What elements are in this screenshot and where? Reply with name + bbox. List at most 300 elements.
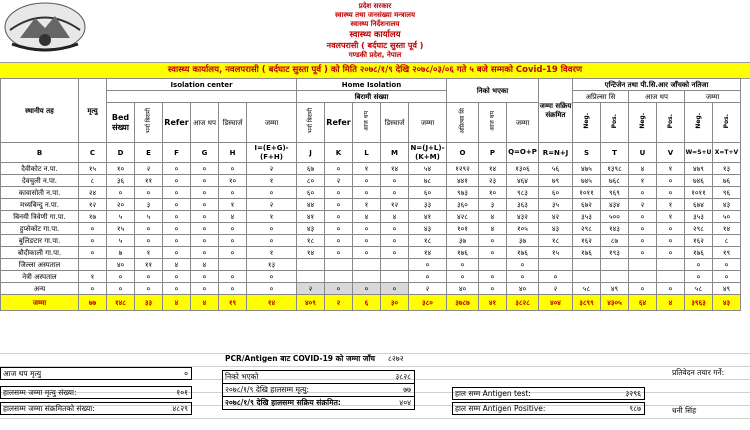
row-cell-w: १०११ (685, 187, 713, 199)
row-cell-s (573, 271, 601, 283)
row-cell-l: ० (353, 283, 381, 295)
row-cell-f: ० (163, 211, 191, 223)
row-cell-m: ० (381, 247, 409, 259)
row-cell-e: १ (135, 247, 163, 259)
row-cell-w: ५८ (685, 283, 713, 295)
row-cell-d: १० (107, 163, 135, 175)
row-cell-p (479, 259, 507, 271)
row-cell-h (219, 259, 247, 271)
row-cell-t: १९३ (601, 247, 629, 259)
letter-cell: V (657, 143, 685, 163)
row-cell-q: ३७ (507, 235, 539, 247)
ic-today-header: आज थप (191, 103, 219, 143)
row-cell-h: १० (219, 175, 247, 187)
row-cell-e: ० (135, 283, 163, 295)
row-cell-t: ९६९ (601, 187, 629, 199)
total-infected-box (0, 402, 192, 415)
row-cell-k: ० (325, 235, 353, 247)
row-cell-s: १०११ (573, 187, 601, 199)
row-cell-s: ४७५ (573, 163, 601, 175)
row-cell-s: ६७२ (573, 199, 601, 211)
table-row (1, 199, 741, 211)
total-cell-m: ३० (381, 295, 409, 311)
row-cell-x: ७६ (713, 175, 741, 187)
row-cell-n: १४ (409, 247, 447, 259)
total-cell-e: ३३ (135, 295, 163, 311)
antigen-test-box (452, 387, 645, 400)
ic-refer-header: Refer (163, 103, 191, 143)
row-cell-m: ० (381, 187, 409, 199)
row-cell-n: ६० (409, 187, 447, 199)
row-cell-u: ० (629, 283, 657, 295)
ic-discharge-header: डिस्चार्ज (219, 103, 247, 143)
row-cell-f: ० (163, 271, 191, 283)
today-death-value: ० (184, 369, 188, 378)
row-cell-d: ० (107, 187, 135, 199)
row-cell-h: ० (219, 271, 247, 283)
row-cell-h: ० (219, 187, 247, 199)
row-cell-m: ० (381, 235, 409, 247)
row-cell-k: २ (325, 175, 353, 187)
row-cell-g: ० (191, 163, 219, 175)
row-cell-g: ० (191, 211, 219, 223)
row-cell-k: ० (325, 223, 353, 235)
row-cell-d: १५ (107, 223, 135, 235)
row-cell-i: १ (247, 247, 297, 259)
letter-cell: N=(J+L)-(K+M) (409, 143, 447, 163)
header-line-3: स्वास्थ्य निर्देशनालय (350, 20, 400, 28)
neg-header-3: Neg. (685, 103, 713, 143)
row-cell-l (353, 271, 381, 283)
total-infected-value: ४८२९ (172, 404, 188, 413)
row-cell-k: ० (325, 199, 353, 211)
report-banner: स्वास्थ्य कार्यालय, नवलपरासी ( बर्दघाट सुस्ता पूर्व ) को मिति २०७८/१/९ देखि २०७८/०३/०६ गते ५ बजे सम्मको Covid-19 विवरण (0, 62, 750, 79)
covid-table (0, 78, 741, 311)
letter-cell: X=T+V (713, 143, 741, 163)
row-cell-r: ७९ (539, 175, 573, 187)
row-cell-v: ० (657, 223, 685, 235)
total-cell-k: २ (325, 295, 353, 311)
row-cell-f: ० (163, 235, 191, 247)
row-cell-p: ४ (479, 211, 507, 223)
bed-header: Bed संख्या (107, 103, 135, 143)
death-since-box (222, 383, 415, 396)
row-cell-v: ० (657, 283, 685, 295)
row-place-name: हुप्सेकोट गा.पा. (1, 223, 79, 235)
row-cell-l: ० (353, 247, 381, 259)
row-cell-t: ४९ (601, 283, 629, 295)
row-cell-l: ४ (353, 211, 381, 223)
row-cell-d: ० (107, 283, 135, 295)
row-cell-c: १५ (79, 163, 107, 175)
row-cell-j: २ (297, 283, 325, 295)
today-death-label: आज थप मृत्यु (3, 369, 42, 378)
row-cell-f: ० (163, 283, 191, 295)
pos-header-2: Pos. (657, 103, 685, 143)
row-cell-x: १३ (713, 163, 741, 175)
row-cell-s: २९८ (573, 223, 601, 235)
row-cell-h: ४ (219, 211, 247, 223)
row-cell-l: ० (353, 175, 381, 187)
row-cell-j: ६७ (297, 163, 325, 175)
row-cell-j (297, 271, 325, 283)
header-line-2: स्वास्थ्य तथा जनसंख्या मन्त्रालय (334, 11, 416, 19)
total-row (1, 295, 741, 311)
letter-cell: O (447, 143, 479, 163)
row-cell-i: १ (247, 175, 297, 187)
row-cell-m (381, 259, 409, 271)
row-cell-m: १४ (381, 163, 409, 175)
row-cell-m: १२ (381, 199, 409, 211)
row-cell-v: ० (657, 187, 685, 199)
letter-cell: G (191, 143, 219, 163)
row-cell-o: ४४१ (447, 175, 479, 187)
letter-cell: H (219, 143, 247, 163)
row-cell-p: ० (479, 283, 507, 295)
row-cell-g: ० (191, 271, 219, 283)
pos-header-3: Pos. (713, 103, 741, 143)
row-cell-i: २ (247, 199, 297, 211)
row-cell-c: २४ (79, 187, 107, 199)
row-cell-h: ० (219, 223, 247, 235)
row-cell-q: ३६३ (507, 199, 539, 211)
hi-refer-header: Refer (325, 103, 353, 143)
total-cell-x: ४३ (713, 295, 741, 311)
total-infected-label: हालसम्म जम्मा संक्रमितको संख्या: (3, 404, 95, 413)
row-cell-c: ८ (79, 175, 107, 187)
row-cell-p: ४ (479, 223, 507, 235)
row-cell-t: ८७ (601, 235, 629, 247)
total-cell-w: ३९६३ (685, 295, 713, 311)
row-cell-r: ६० (539, 187, 573, 199)
letter-row (1, 143, 741, 163)
row-cell-q: ४६४ (507, 175, 539, 187)
total-death-label: हालसम्म जम्मा मृत्यु संख्या: (3, 388, 77, 397)
row-cell-x: १९ (713, 247, 741, 259)
row-cell-p: २३ (479, 175, 507, 187)
row-cell-v: १ (657, 163, 685, 175)
row-cell-d: २० (107, 199, 135, 211)
rec-total-header: जम्मा (507, 103, 539, 143)
letter-cell: L (353, 143, 381, 163)
row-cell-v: १ (657, 211, 685, 223)
total-cell-r: ४०४ (539, 295, 573, 311)
row-cell-e: ११ (135, 175, 163, 187)
letter-cell: K (325, 143, 353, 163)
row-cell-k: ० (325, 187, 353, 199)
row-cell-v: ० (657, 175, 685, 187)
row-cell-l: १ (353, 163, 381, 175)
total-cell-j: ४०९ (297, 295, 325, 311)
ic-total-header: जम्मा (247, 103, 297, 143)
ic-admitted-header: भर्ना बिरामी (135, 103, 163, 143)
row-cell-x: ४९ (713, 283, 741, 295)
row-cell-x: १४ (713, 223, 741, 235)
row-cell-w: ० (685, 271, 713, 283)
row-cell-u: ० (629, 247, 657, 259)
row-cell-l: ० (353, 235, 381, 247)
death-since-value: ७७ (403, 385, 411, 394)
row-cell-n: ७८ (409, 175, 447, 187)
row-cell-f: ० (163, 223, 191, 235)
row-cell-t (601, 271, 629, 283)
row-cell-s: ७४५ (573, 175, 601, 187)
row-cell-d: ५ (107, 211, 135, 223)
total-row-label: जम्मा (1, 295, 79, 311)
row-cell-i: ० (247, 187, 297, 199)
row-cell-l: ० (353, 187, 381, 199)
row-cell-n: २ (409, 283, 447, 295)
total-cell-o: ३७८७ (447, 295, 479, 311)
row-cell-r: ४२ (539, 211, 573, 223)
antigen-total-header: जम्मा (685, 91, 741, 103)
header-line-4: स्वास्थ्य कार्यालय (349, 30, 401, 40)
antigen-test-value: ३२९६ (625, 389, 641, 398)
row-cell-i: १ (247, 211, 297, 223)
row-cell-i: २ (247, 163, 297, 175)
row-cell-u: ० (629, 223, 657, 235)
hi-total-header: जम्मा (409, 103, 447, 143)
row-cell-v (657, 271, 685, 283)
row-cell-d: ७ (107, 247, 135, 259)
row-cell-n: १८ (409, 235, 447, 247)
total-cell-p: ४१ (479, 295, 507, 311)
row-cell-s: ३५३ (573, 211, 601, 223)
row-cell-r: ३५ (539, 199, 573, 211)
total-cell-i: १४ (247, 295, 297, 311)
row-cell-i: ० (247, 235, 297, 247)
rec-april-header: अप्रिल्सा सि (447, 103, 479, 143)
row-cell-j: ४१ (297, 211, 325, 223)
row-cell-u: ० (629, 211, 657, 223)
row-cell-o: ४२८ (447, 211, 479, 223)
row-cell-n: ४३ (409, 223, 447, 235)
row-place-name: कावासोती न.पा. (1, 187, 79, 199)
row-cell-q: ० (507, 271, 539, 283)
row-cell-i: ० (247, 223, 297, 235)
birami-header: बिरामी संख्या (297, 91, 447, 103)
row-cell-j: ४४ (297, 199, 325, 211)
rec-today-header: आज थप (479, 103, 507, 143)
total-cell-c: ७७ (79, 295, 107, 311)
letter-cell: J (297, 143, 325, 163)
recovered-header: निको भएका (447, 79, 539, 103)
row-cell-h: ० (219, 283, 247, 295)
row-cell-h: १ (219, 199, 247, 211)
row-cell-t: १४३ (601, 223, 629, 235)
prepared-by-label: प्रतिवेदन तयार गर्ने: (672, 368, 725, 377)
row-cell-p: १० (479, 187, 507, 199)
row-cell-c: ० (79, 223, 107, 235)
row-cell-w: ७४६ (685, 175, 713, 187)
row-cell-l: १ (353, 199, 381, 211)
row-cell-m: ० (381, 175, 409, 187)
row-cell-v: ० (657, 235, 685, 247)
total-cell-l: ६ (353, 295, 381, 311)
row-cell-w: ३५३ (685, 211, 713, 223)
row-cell-g: ० (191, 283, 219, 295)
antigen-pos-box (452, 402, 645, 415)
row-cell-j (297, 259, 325, 271)
table-row (1, 223, 741, 235)
letter-cell: C (79, 143, 107, 163)
row-cell-o: ९७३ (447, 187, 479, 199)
table-row (1, 175, 741, 187)
row-cell-g: ४ (191, 259, 219, 271)
row-cell-q: १७६ (507, 247, 539, 259)
pcr-value: ८२७२ (388, 354, 404, 363)
row-place-name: अन्य (1, 283, 79, 295)
row-cell-s: ५८ (573, 283, 601, 295)
row-cell-x: ८ (713, 235, 741, 247)
total-cell-h: १९ (219, 295, 247, 311)
letter-cell: E (135, 143, 163, 163)
today-death-box (0, 367, 192, 380)
antigen-test-label: हाल सम्म Antigen test: (455, 389, 531, 398)
row-cell-o: ० (447, 271, 479, 283)
row-cell-q: १०५ (507, 223, 539, 235)
row-cell-u: ४ (629, 163, 657, 175)
row-cell-j: ४३ (297, 223, 325, 235)
row-cell-k: ० (325, 163, 353, 175)
row-cell-n: ० (409, 259, 447, 271)
row-cell-h: ० (219, 247, 247, 259)
row-cell-r: ० (539, 271, 573, 283)
row-cell-e: ११ (135, 259, 163, 271)
row-cell-j: १८ (297, 235, 325, 247)
isolation-blank (107, 91, 297, 103)
table-row (1, 163, 741, 175)
row-cell-f: ० (163, 247, 191, 259)
row-cell-p: ० (479, 235, 507, 247)
row-cell-u (629, 259, 657, 271)
aprilsamma-header: अप्रिल्सा सि (573, 91, 629, 103)
row-cell-r: २ (539, 283, 573, 295)
row-cell-d: ३६ (107, 175, 135, 187)
row-cell-e: ० (135, 235, 163, 247)
row-cell-c (79, 259, 107, 271)
active-since-box (222, 396, 415, 410)
row-cell-g: ० (191, 247, 219, 259)
row-cell-l: ० (353, 223, 381, 235)
row-cell-n: ५४ (409, 163, 447, 175)
row-cell-i: १३ (247, 259, 297, 271)
row-cell-o: ३६० (447, 199, 479, 211)
row-cell-t: ४३४ (601, 199, 629, 211)
row-cell-q: ९८३ (507, 187, 539, 199)
active-since-value: ४०४ (399, 398, 411, 407)
row-cell-u: ० (629, 235, 657, 247)
letter-cell: T (601, 143, 629, 163)
row-cell-k (325, 259, 353, 271)
row-cell-h: ० (219, 163, 247, 175)
row-place-name: देवचुली न.पा. (1, 175, 79, 187)
row-place-name: बुलिङटार गा.पा. (1, 235, 79, 247)
neg-header-2: Neg. (629, 103, 657, 143)
table-row (1, 247, 741, 259)
row-cell-n: ४१ (409, 211, 447, 223)
death-since-label: २०७८/१/९ देखि हालसम्म मृत्यु: (225, 385, 310, 394)
antigen-pos-value: ९८७ (629, 404, 641, 413)
row-place-name: दैवीकोट न.पा. (1, 163, 79, 175)
row-cell-p: ० (479, 247, 507, 259)
hi-today-header: आज थप (353, 103, 381, 143)
letter-cell: R=N+J (539, 143, 573, 163)
hi-discharge-header: डिस्चार्ज (381, 103, 409, 143)
pcr-label: PCR/Antigen बाट COVID-19 को जम्मा जाँच (225, 354, 376, 363)
row-cell-r: १८ (539, 235, 573, 247)
row-cell-m: ० (381, 283, 409, 295)
row-cell-t: ७६८ (601, 175, 629, 187)
total-cell-s: ३८९९ (573, 295, 601, 311)
letter-cell: D (107, 143, 135, 163)
row-cell-d: ० (107, 271, 135, 283)
neg-header-1: Neg. (573, 103, 601, 143)
row-cell-u: २ (629, 199, 657, 211)
row-cell-w: ४७९ (685, 163, 713, 175)
header-line-5: नवलपरासी ( बर्दघाट सुस्ता पूर्व ) (326, 41, 424, 50)
row-cell-m (381, 271, 409, 283)
recovered-label: निको भएको (225, 372, 259, 381)
row-cell-o: ३७ (447, 235, 479, 247)
row-cell-s: १६२ (573, 235, 601, 247)
row-cell-c: १७ (79, 211, 107, 223)
row-cell-o: ४० (447, 283, 479, 295)
row-cell-d: ५ (107, 235, 135, 247)
table-row (1, 271, 741, 283)
antigen-header: एन्टिजेन तथा पी.सि.आर जाँचको नतिजा (573, 79, 741, 91)
row-place-name: बौदीकाली गा.पा. (1, 247, 79, 259)
row-cell-f: ० (163, 187, 191, 199)
letter-cell: I=(E+G)-(F+H) (247, 143, 297, 163)
row-cell-v: ० (657, 247, 685, 259)
ajabhaya-header: आज थप (629, 91, 685, 103)
row-cell-x: ० (713, 271, 741, 283)
row-cell-e: २ (135, 163, 163, 175)
total-active-header: जम्मा सक्रिय संक्रमित (539, 79, 573, 143)
hi-admitted-header: भर्ना बिरामी (297, 103, 325, 143)
row-cell-h: ० (219, 235, 247, 247)
antigen-pos-label: हाल सम्म Antigen Positive: (455, 404, 546, 413)
row-cell-c: ० (79, 283, 107, 295)
total-cell-d: १४८ (107, 295, 135, 311)
row-cell-i: ० (247, 283, 297, 295)
row-cell-j: १४ (297, 247, 325, 259)
letter-cell: M (381, 143, 409, 163)
row-cell-x: ५० (713, 211, 741, 223)
total-cell-q: ३८२८ (507, 295, 539, 311)
header-line-1: प्रदेश सरकार (358, 2, 392, 10)
row-cell-e: ० (135, 223, 163, 235)
header-line-6: गण्डकी प्रदेश, नेपाल (348, 51, 402, 59)
table-row (1, 235, 741, 247)
row-cell-f: ४ (163, 259, 191, 271)
row-cell-t: ५०० (601, 211, 629, 223)
row-cell-o: १०१ (447, 223, 479, 235)
row-cell-e: ० (135, 187, 163, 199)
total-cell-n: ३८० (409, 295, 447, 311)
preparer-name: धनी सिंह (672, 406, 697, 415)
row-place-name: नेत्री अस्पताल (1, 271, 79, 283)
row-cell-x: ० (713, 259, 741, 271)
letter-cell: S (573, 143, 601, 163)
row-cell-t (601, 259, 629, 271)
row-cell-u: ० (629, 187, 657, 199)
row-cell-r: १५ (539, 247, 573, 259)
row-cell-l (353, 259, 381, 271)
row-cell-p: ० (479, 271, 507, 283)
row-cell-q: ४३२ (507, 211, 539, 223)
